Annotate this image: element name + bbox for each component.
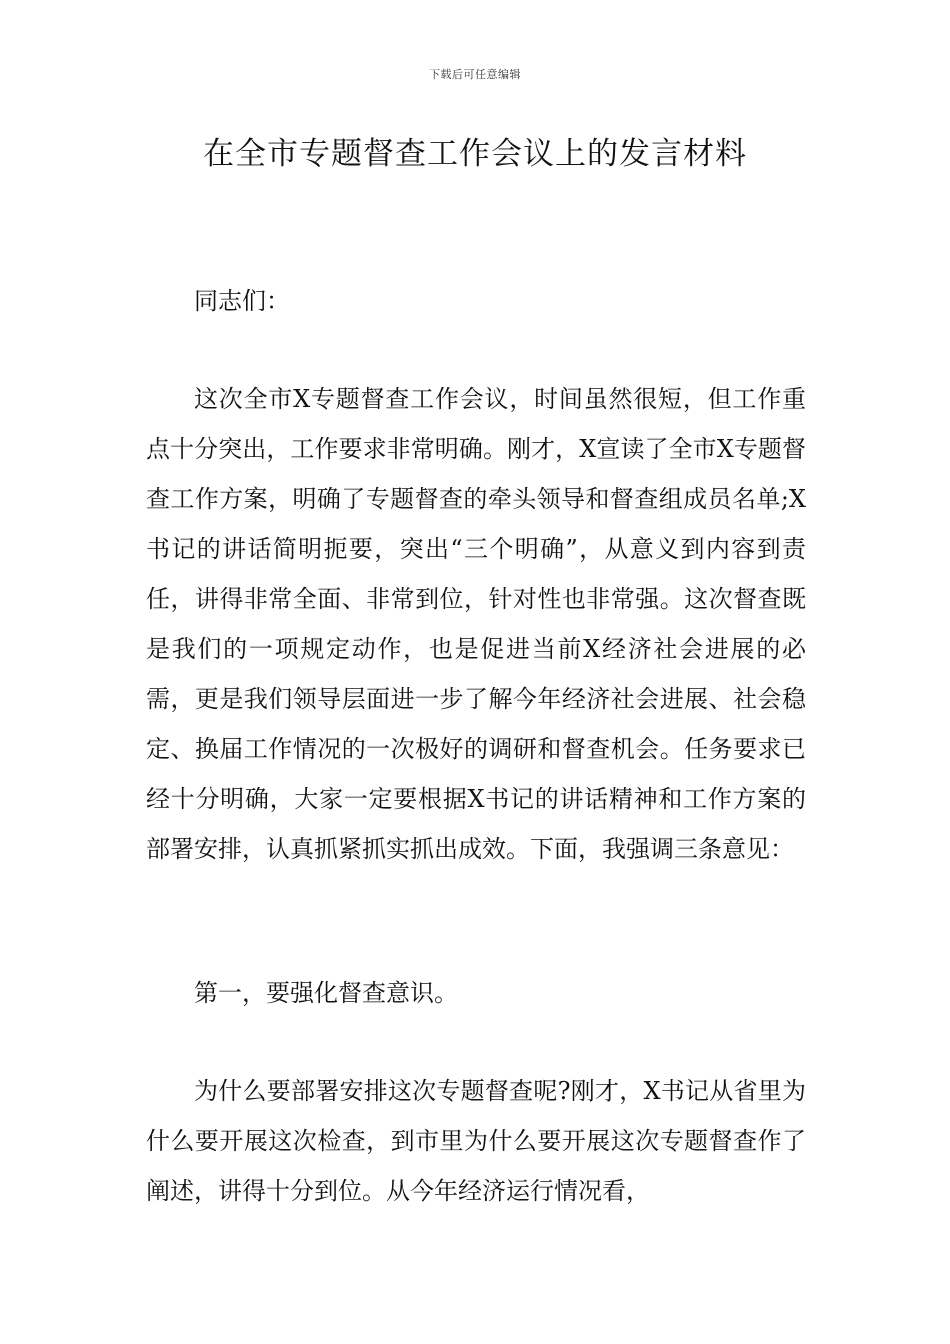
paragraph-intro: 这次全市X专题督查工作会议，时间虽然很短，但工作重点十分突出，工作要求非常明确。刚才，X宣读了全市X专题督查工作方案，明确了专题督查的牵头领导和督查组成员名单;X书记的讲话简明扼要，突出“三个明确”，从意义到内容到责任，讲得非常全面、非常到位，针对性也非常强。这次督查既是我们的一项规定动作，也是促进当前X经济社会进展的必需，更是我们领导层面进一步了解今年经济社会进展、社会稳定、换届工作情况的一次极好的调研和督查机会。任务要求已经十分明确，大家一定要根据X书记的讲话精神和工作方案的部署安排，认真抓紧抓实抓出成效。下面，我强调三条意见：	[146, 385, 806, 863]
paragraph-why: 为什么要部署安排这次专题督查呢?刚才，X书记从省里为什么要开展这次检查，到市里为什么要开展这次专题督查作了阐述，讲得十分到位。从今年经济运行情况看，	[146, 1077, 806, 1205]
document-title: 在全市专题督查工作会议上的发言材料	[203, 136, 747, 172]
paragraph-first-point: 第一，要强化督查意识。	[194, 979, 458, 1007]
paragraph-greeting: 同志们：	[194, 287, 290, 315]
header-note: 下载后可任意编辑	[429, 68, 521, 81]
